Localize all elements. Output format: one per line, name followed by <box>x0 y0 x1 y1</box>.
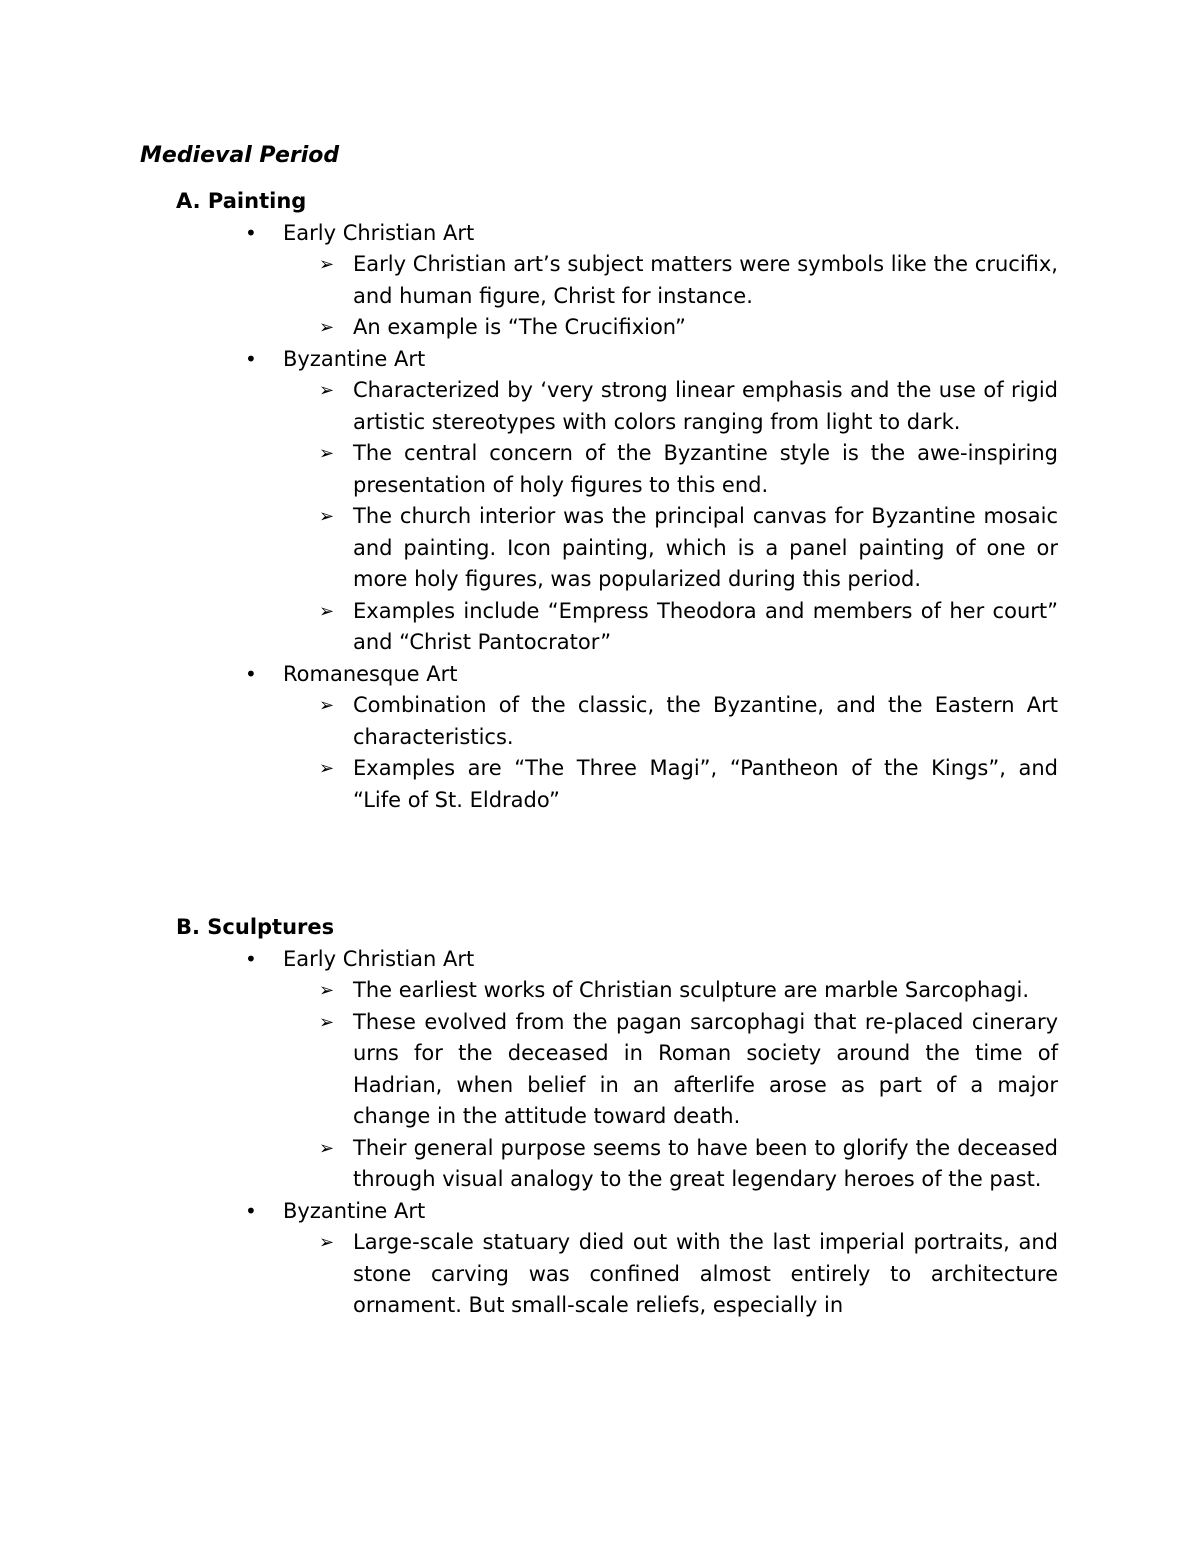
list-item <box>319 1133 1058 1196</box>
arrow-bullet-icon: ➢ <box>319 317 335 338</box>
list-item-text: An example is “The Crucifixion” <box>353 315 686 339</box>
topic-romanesque-art <box>0 659 1200 817</box>
section-painting <box>0 186 1200 816</box>
list-item <box>319 596 1058 659</box>
list-item <box>319 1007 1058 1133</box>
arrow-bullet-icon: ➢ <box>319 506 335 527</box>
bullet-icon: • <box>245 220 257 245</box>
list-item-text: Examples include “Empress Theodora and members of her court” and “Christ Pantocrator” <box>353 598 1058 654</box>
list-item-text: The earliest works of Christian sculpture are marble Sarcophagi. <box>353 978 1029 1002</box>
list-item <box>319 249 1058 312</box>
topic-early-christian-art <box>0 218 1200 344</box>
section-sculptures <box>0 912 1200 1322</box>
list-item-text: Combination of the classic, the Byzantine, and the Eastern Art characteristics. <box>353 693 1058 749</box>
arrow-bullet-icon: ➢ <box>319 980 335 1001</box>
list-item <box>319 690 1058 753</box>
arrow-bullet-icon: ➢ <box>319 600 335 622</box>
document-title: Medieval Period <box>140 143 340 168</box>
arrow-bullet-icon: ➢ <box>319 380 335 401</box>
bullet-icon: • <box>245 661 257 686</box>
arrow-bullet-icon: ➢ <box>319 695 335 716</box>
list-item-text: Their general purpose seems to have been to glorify the deceased through visual analogy to the great legendary heroes of the past. <box>353 1135 1058 1191</box>
list-item-text: The church interior was the principal canvas for Byzantine mosaic and painting. Icon painting, which is a panel painting of one or more holy figures, was popularized during this period. <box>353 504 1058 591</box>
list-item <box>319 438 1058 501</box>
arrow-bullet-icon: ➢ <box>319 1137 335 1159</box>
list-item-text: Characterized by ‘very strong linear emphasis and the use of rigid artistic stereotypes with colors ranging from light to dark. <box>353 378 1058 434</box>
bullet-icon: • <box>245 346 257 371</box>
section-heading: B. Sculptures <box>176 915 335 939</box>
list-item-text: Large-scale statuary died out with the last imperial portraits, and stone carving was confined almost entirely to architecture ornament. But small-scale reliefs, especially in <box>353 1230 1058 1317</box>
section-heading: A. Painting <box>176 189 307 213</box>
list-item <box>319 753 1058 816</box>
list-item <box>319 975 1058 1007</box>
topic-title <box>245 218 1200 250</box>
list-item-text: The central concern of the Byzantine style is the awe-inspiring presentation of holy figures to this end. <box>353 441 1058 497</box>
list-item <box>319 375 1058 438</box>
topic-title <box>245 659 1200 691</box>
arrow-bullet-icon: ➢ <box>319 443 335 464</box>
bullet-icon: • <box>245 1198 257 1223</box>
topic-title-text: Byzantine Art <box>283 346 426 371</box>
list-item-text: Examples are “The Three Magi”, “Pantheon of the Kings”, and “Life of St. Eldrado” <box>353 756 1058 812</box>
topic-early-christian-art <box>0 944 1200 1196</box>
arrow-bullet-icon: ➢ <box>319 758 335 779</box>
arrow-bullet-icon: ➢ <box>319 254 335 275</box>
topic-title <box>245 944 1200 976</box>
list-item-text: These evolved from the pagan sarcophagi that re-placed cinerary urns for the deceased in Roman society around the time of Hadrian, when belief in an afterlife arose as part of a major change in the attitude toward death. <box>353 1009 1058 1128</box>
topic-title <box>245 344 1200 376</box>
topic-title-text: Early Christian Art <box>283 946 475 971</box>
topic-byzantine-art <box>0 344 1200 659</box>
list-item <box>319 501 1058 596</box>
topic-title <box>245 1196 1200 1228</box>
list-item <box>319 312 1058 344</box>
topic-title-text: Byzantine Art <box>283 1198 426 1223</box>
arrow-bullet-icon: ➢ <box>319 1011 335 1033</box>
arrow-bullet-icon: ➢ <box>319 1232 335 1253</box>
bullet-icon: • <box>245 946 257 971</box>
list-item-text: Early Christian art’s subject matters were symbols like the crucifix, and human figure, Christ for instance. <box>353 252 1058 308</box>
topic-title-text: Romanesque Art <box>283 661 458 686</box>
topic-byzantine-art <box>0 1196 1200 1322</box>
list-item <box>319 1227 1058 1322</box>
topic-title-text: Early Christian Art <box>283 220 475 245</box>
